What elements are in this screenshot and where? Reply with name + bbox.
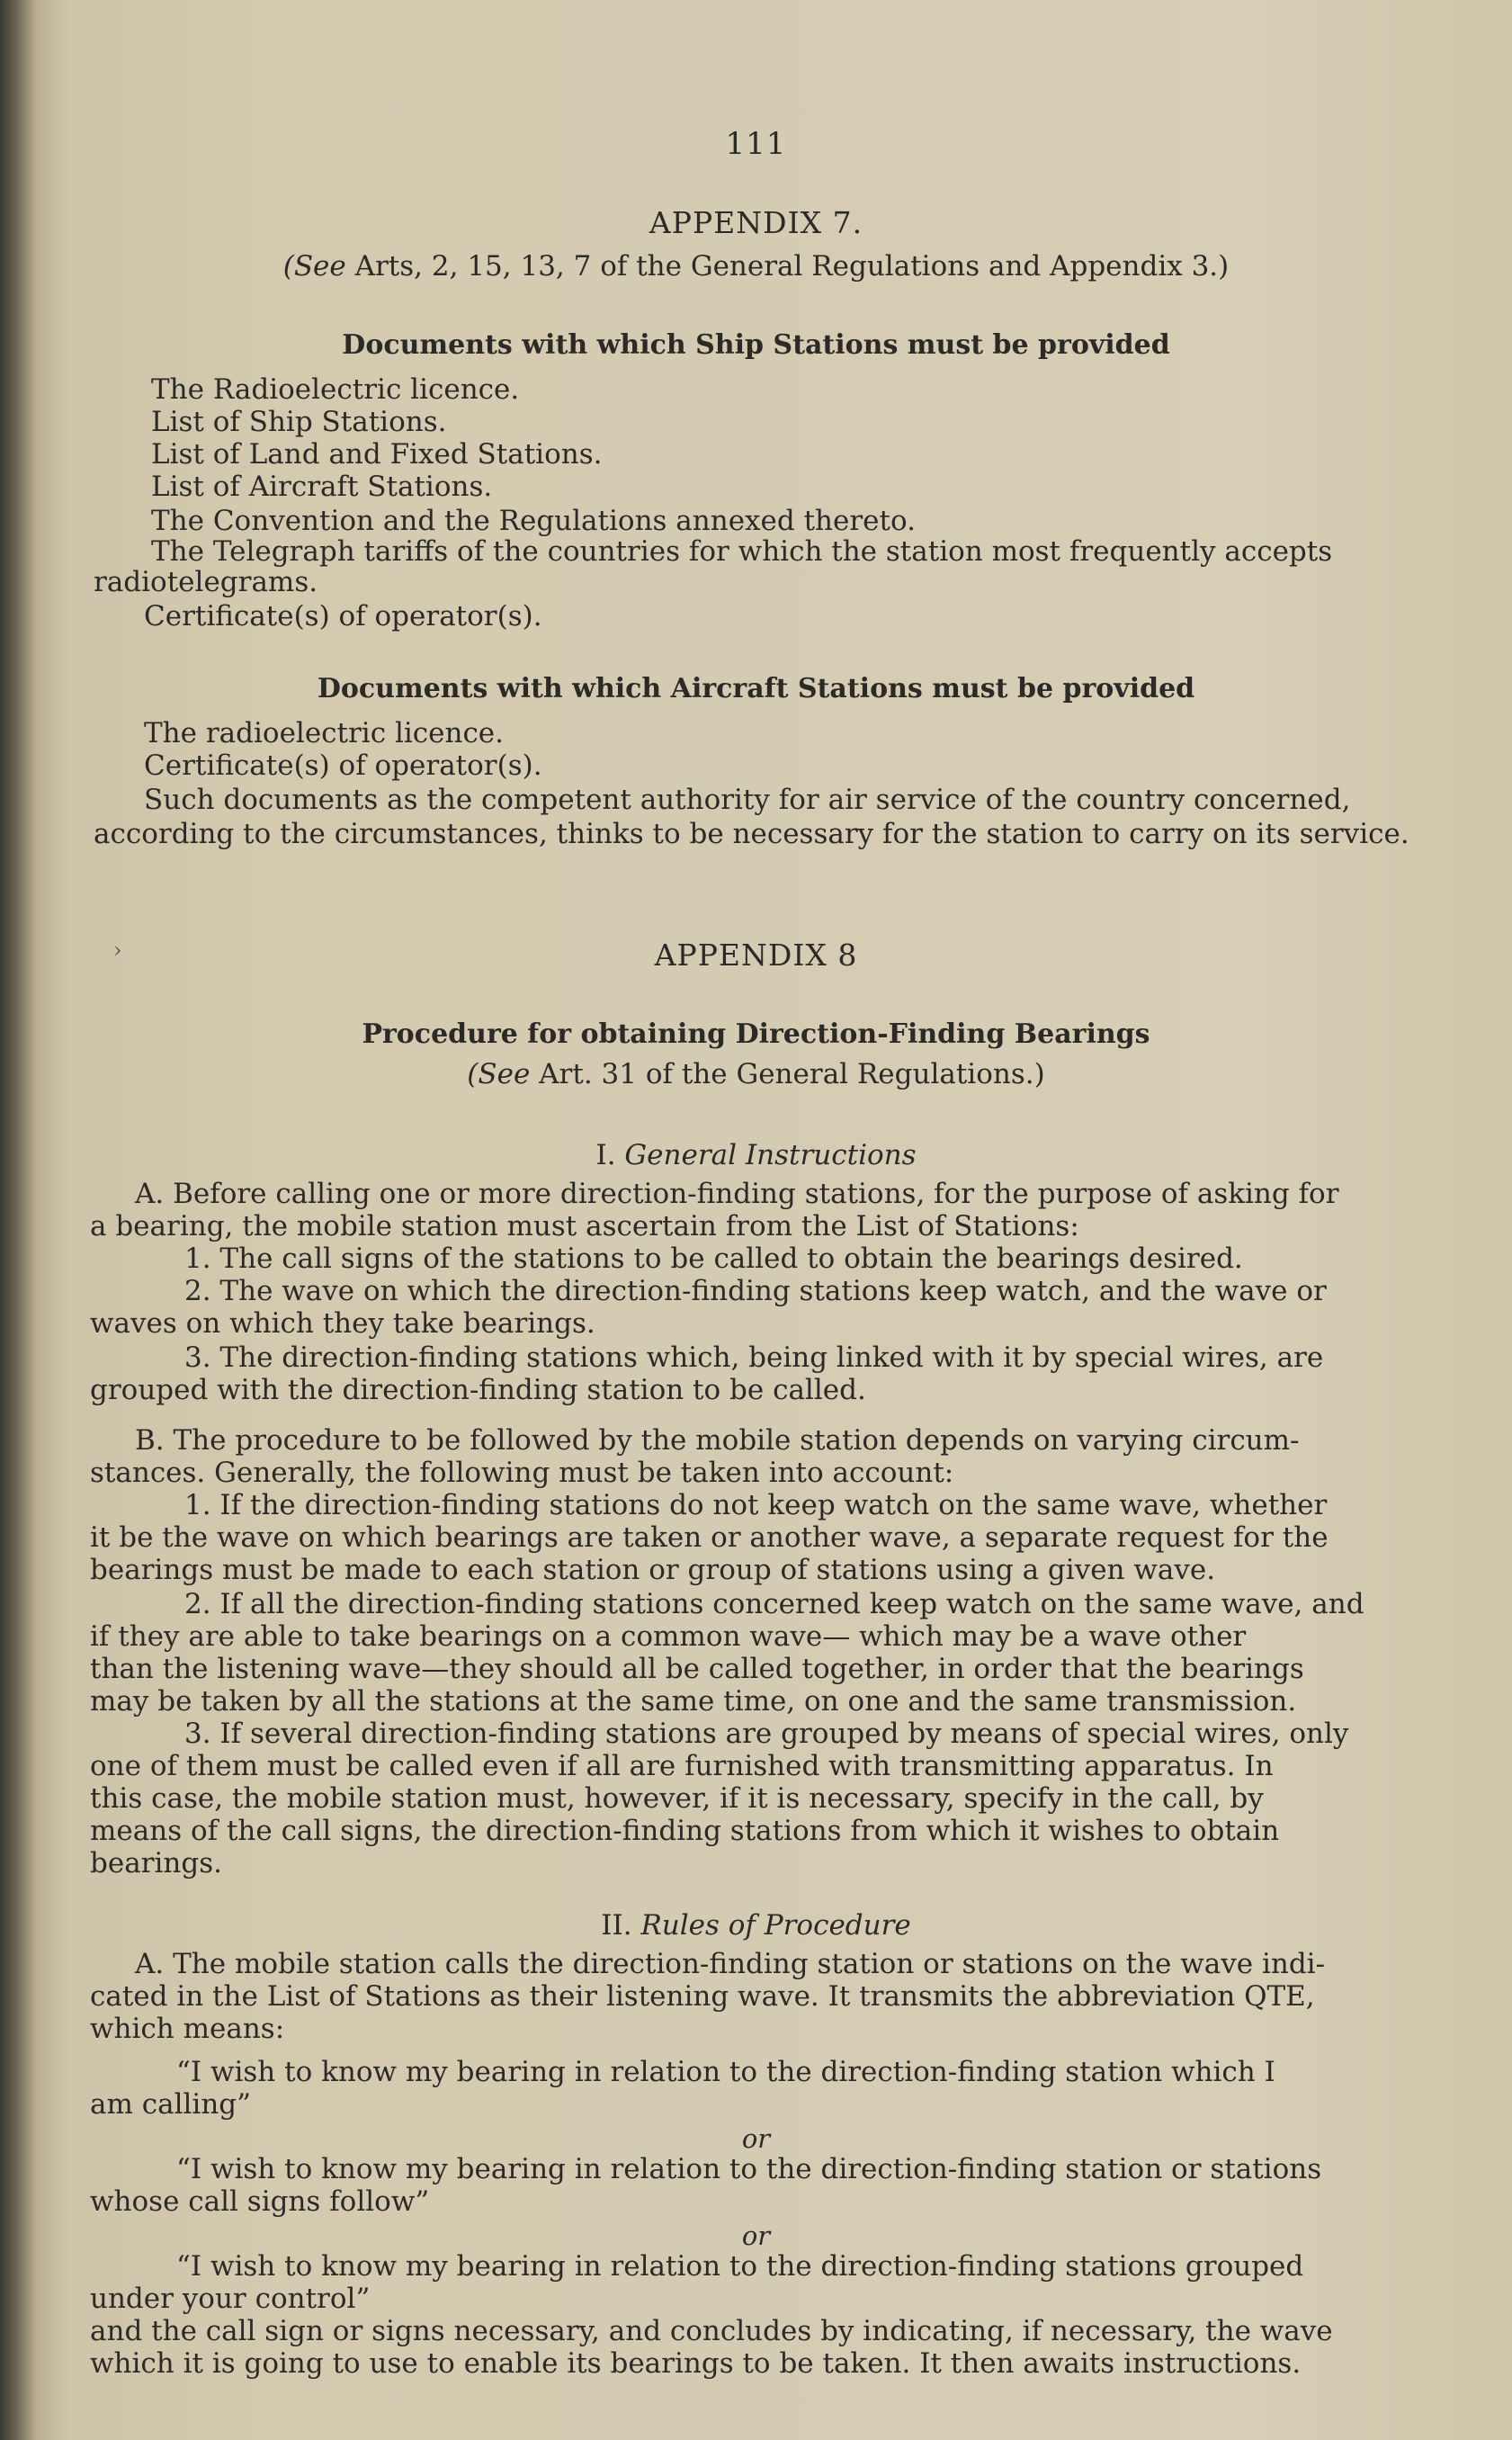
appendix-8-title: APPENDIX 8 [654,937,858,973]
aircraft-item: The radioelectric licence. [144,717,505,749]
section-1-line: stances. Generally, the following must be taken into account: [90,1457,954,1489]
ship-item: List of Aircraft Stations. [151,471,493,503]
aircraft-stations-heading: Documents with which Aircraft Stations must be provided [317,673,1195,704]
section-1-line: than the listening wave—they should all be called together, in order that the bearings [90,1653,1304,1685]
section-1-line: 3. The direction-finding stations which, being linked with it by special wires, are [184,1341,1324,1374]
appendix-8-ref-text: Art. 31 of the General Regulations.) [530,1058,1045,1090]
quote-line: under your control” [90,2283,371,2315]
section-1-line: 1. The call signs of the stations to be called to obtain the bearings desired. [184,1242,1243,1275]
aircraft-item: Certificate(s) of operator(s). [144,749,542,782]
quote-line: whose call signs follow” [90,2185,430,2218]
quote-line: “I wish to know my bearing in relation to the direction-finding stations grouped [176,2250,1304,2283]
ship-item: Certificate(s) of operator(s). [144,600,542,632]
appendix-8-see: (See [467,1058,531,1090]
appendix-7-title: APPENDIX 7. [649,205,863,240]
section-1-line: may be taken by all the stations at the same time, on one and the same transmission. [90,1685,1297,1718]
page-number: 111 [725,126,787,162]
section-2-line: which means: [90,2013,285,2045]
section-1-heading [0,1139,1512,1171]
section-1-line: bearings must be made to each station or group of stations using a given wave. [90,1554,1216,1586]
section-1-line: B. The procedure to be followed by the mobile station depends on varying circum- [135,1424,1300,1457]
aircraft-item: Such documents as the competent authority for air service of the country concerned, [144,784,1351,816]
section-1-title: General Instructions [624,1139,917,1171]
section-2-line: cated in the List of Stations as their listening wave. It transmits the abbreviation QTE, [90,1980,1315,2013]
or-divider: or [741,2123,771,2154]
section-1-line: means of the call signs, the direction-finding stations from which it wishes to obtain [90,1815,1280,1847]
quote-line: am calling” [90,2088,251,2121]
aircraft-item-continued: according to the circumstances, thinks to be necessary for the station to carry on its service. [94,818,1409,850]
quote-line: “I wish to know my bearing in relation to the direction-finding station or stations [176,2153,1322,2185]
ship-item: The Telegraph tariffs of the countries for which the station most frequently accepts [151,535,1333,568]
section-1-line: if they are able to take bearings on a common wave— which may be a wave other [90,1620,1247,1653]
section-1-line: this case, the mobile station must, however, if it is necessary, specify in the call, by [90,1782,1264,1815]
section-1-line: 1. If the direction-finding stations do not keep watch on the same wave, whether [184,1489,1328,1521]
section-1-line: waves on which they take bearings. [90,1307,595,1340]
direction-finding-heading: Procedure for obtaining Direction-Finding Bearings [362,1018,1150,1050]
section-1-line: 2. If all the direction-finding stations concerned keep watch on the same wave, and [184,1588,1364,1620]
section-2-line: and the call sign or signs necessary, and concludes by indicating, if necessary, the wave [90,2315,1333,2347]
section-1-line: a bearing, the mobile station must ascertain from the List of Stations: [90,1210,1079,1242]
section-1-line: grouped with the direction-finding station to be called. [90,1374,866,1406]
section-1-line: bearings. [90,1847,222,1879]
section-2-title: Rules of Procedure [640,1909,911,1942]
section-2-line: A. The mobile station calls the direction-finding station or stations on the wave indi- [135,1948,1326,1980]
ship-stations-heading: Documents with which Ship Stations must be provided [342,329,1170,361]
section-1-number: I. [595,1139,616,1171]
section-2-heading [0,1909,1512,1942]
section-1-line: one of them must be called even if all are furnished with transmitting apparatus. In [90,1750,1274,1782]
appendix-7-ref-text: Arts, 2, 15, 13, 7 of the General Regulations and Appendix 3.) [345,250,1230,283]
section-1-line: 3. If several direction-finding stations are grouped by means of special wires, only [184,1718,1349,1750]
section-1-line: 2. The wave on which the direction-finding stations keep watch, and the wave or [184,1275,1327,1307]
margin-mark: › [113,937,122,963]
quote-line: “I wish to know my bearing in relation to the direction-finding station which I [176,2056,1275,2088]
ship-item: The Convention and the Regulations annexed thereto. [151,505,916,537]
or-divider: or [741,2220,771,2251]
section-1-line: A. Before calling one or more direction-finding stations, for the purpose of asking for [135,1178,1339,1210]
ship-item-continued: radiotelegrams. [94,566,318,598]
appendix-7-reference [0,250,1512,283]
ship-item: The Radioelectric licence. [151,373,520,406]
appendix-7-see: (See [282,250,346,283]
section-2-number: II. [601,1909,632,1942]
ship-item: List of Land and Fixed Stations. [151,438,603,471]
ship-item: List of Ship Stations. [151,406,447,438]
section-2-line: which it is going to use to enable its bearings to be taken. It then awaits instructions. [90,2347,1302,2380]
section-1-line: it be the wave on which bearings are taken or another wave, a separate request for the [90,1521,1329,1554]
appendix-8-reference [0,1058,1512,1090]
